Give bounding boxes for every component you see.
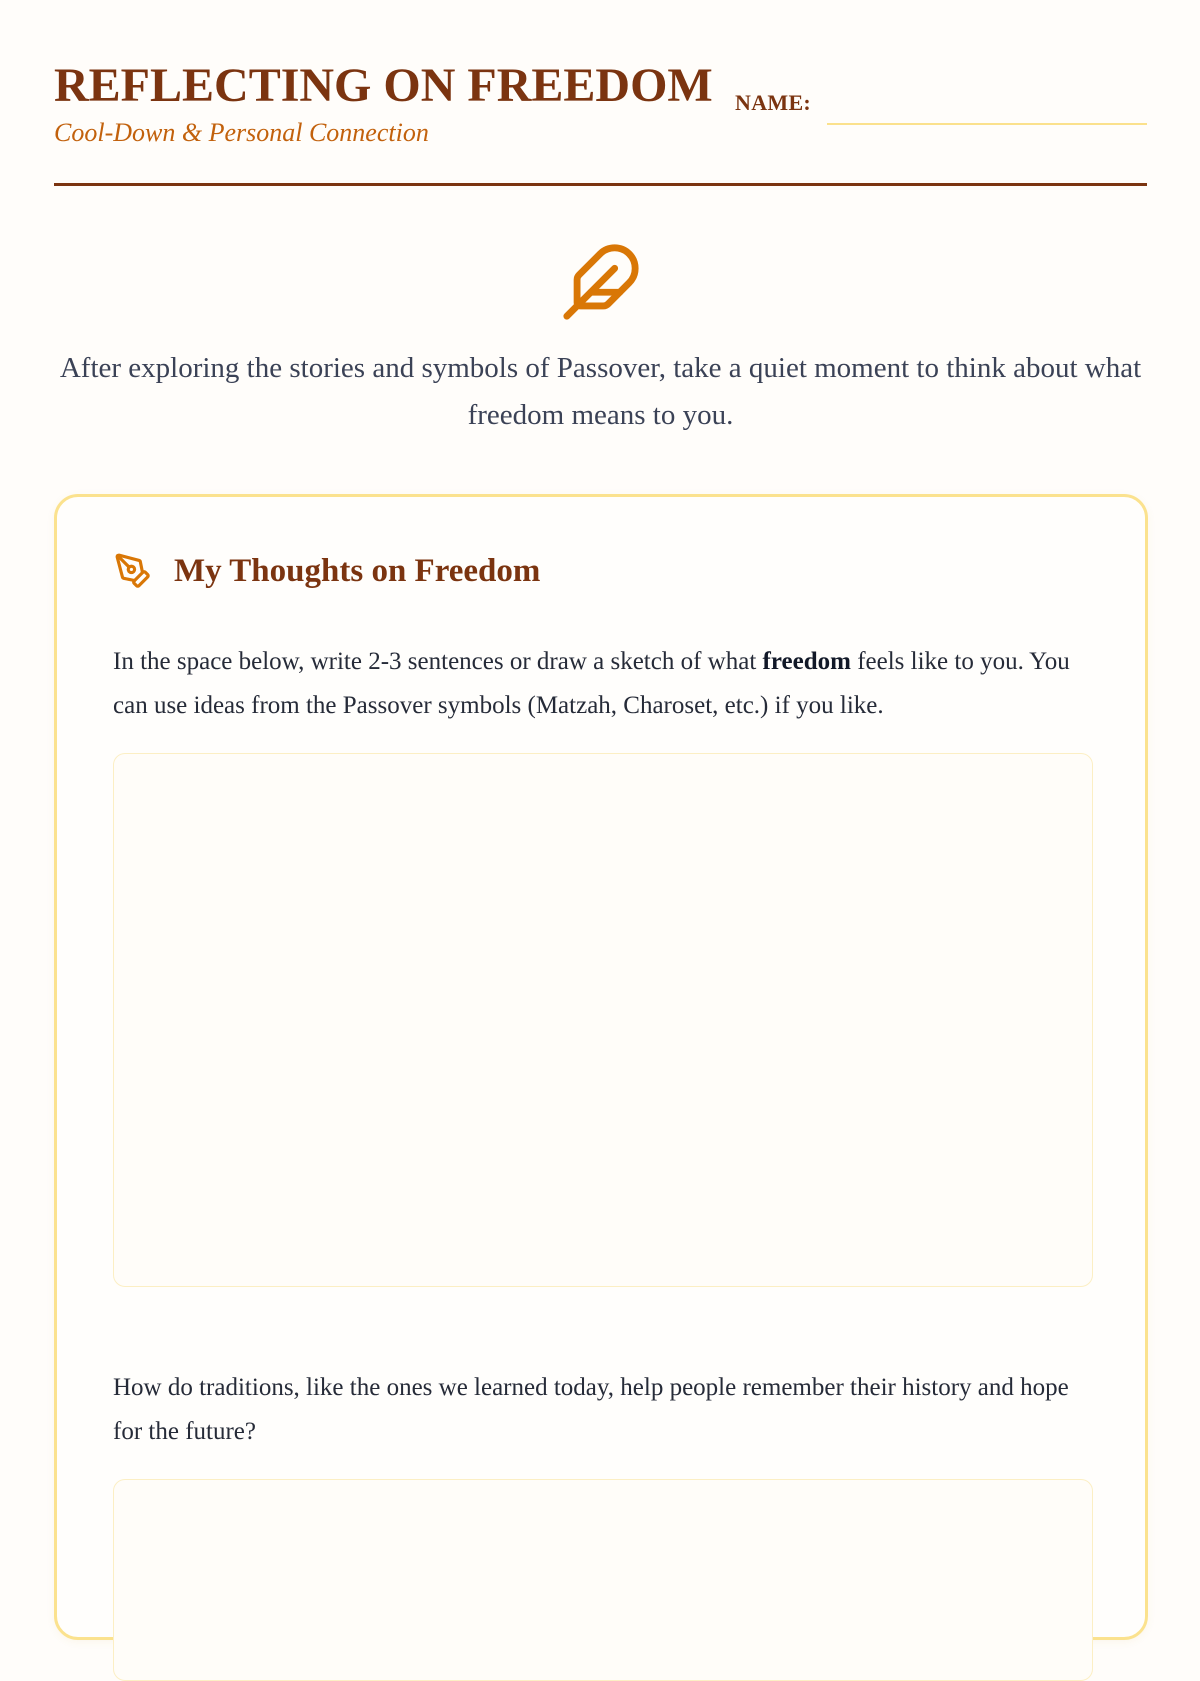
prompt-bold-word: freedom — [762, 648, 851, 675]
prompt-text-end: feels like to you. You can use ideas from the Passover symbols (Matzah, Charoset, etc.) if you like. — [113, 648, 1070, 719]
prompt-text-start: In the space below, write 2-3 sentences or draw a sketch of what — [113, 648, 763, 675]
traditions-answer-area[interactable] — [113, 1479, 1093, 1681]
feather-icon — [560, 241, 642, 323]
worksheet-header — [54, 52, 1147, 186]
freedom-answer-area[interactable] — [113, 753, 1093, 1287]
card-header — [114, 551, 540, 591]
intro-text: After exploring the stories and symbols of Passover, take a quiet moment to think about what freedom means to you. — [59, 352, 1142, 431]
pen-tool-icon — [114, 552, 152, 590]
page-title: REFLECTING ON FREEDOM — [54, 59, 713, 112]
name-field[interactable] — [827, 123, 1147, 125]
card-title: My Thoughts on Freedom — [174, 553, 541, 589]
freedom-prompt — [113, 640, 1103, 728]
page-subtitle: Cool-Down & Personal Connection — [54, 118, 429, 147]
traditions-prompt: How do traditions, like the ones we learned today, help people remember their history and hope for the future? — [113, 1374, 1069, 1445]
name-label: NAME: — [735, 90, 812, 115]
header-divider — [54, 183, 1147, 186]
reflection-card — [54, 494, 1148, 1640]
